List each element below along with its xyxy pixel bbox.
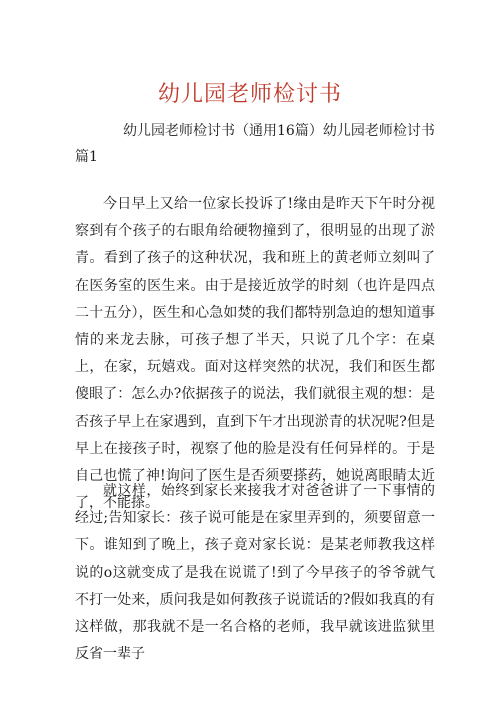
document-subtitle: 幼儿园老师检讨书（通用16篇）幼儿园老师检讨书篇1 [75,123,435,165]
paragraph-1: 今日早上又给一位家长投诉了!缘由是昨天下午时分视察到有个孩子的右眼角给硬物撞到了，很明显的出现了淤青。看到了孩子的这种状况，我和班上的黄老师立刻叫了在医务室的医生来。由于是接近放学的时刻（也许是四点二十五分），医生和心急如焚的我们都特别急迫的想知道事情的来龙去脉，可孩子想了半天，只说了几个字：在桌上，在家，玩嬉戏。面对这样突然的状况，我们和医生都傻眼了：怎么办?依据孩子的说法，我们就很主观的想：是否孩子早上在家遇到，直到下午才出现淤青的状况呢?但是早上在接孩子时，视察了他的脸是没有任何异样的。于是自己也慌了神!询问了医生是否须要搽药，她说离眼睛太近了，不能搽。 [75,196,435,512]
paragraph-2: 就这样，始终到家长来接我才对爸爸讲了一下事情的经过;告知家长：孩子说可能是在家里弄到的，须要留意一下。谁知到了晚上，孩子竟对家长说：是某老师教我这样说的o这就变成了是我在说谎了!到了今早孩子的爷爷就气不打一处来，质问我是如何教孩子说谎话的?假如我真的有这样做，那我就不是一名合格的老师，我早就该进监狱里反省一辈子 [75,483,435,663]
document-title: 幼儿园老师检讨书 [157,82,342,107]
